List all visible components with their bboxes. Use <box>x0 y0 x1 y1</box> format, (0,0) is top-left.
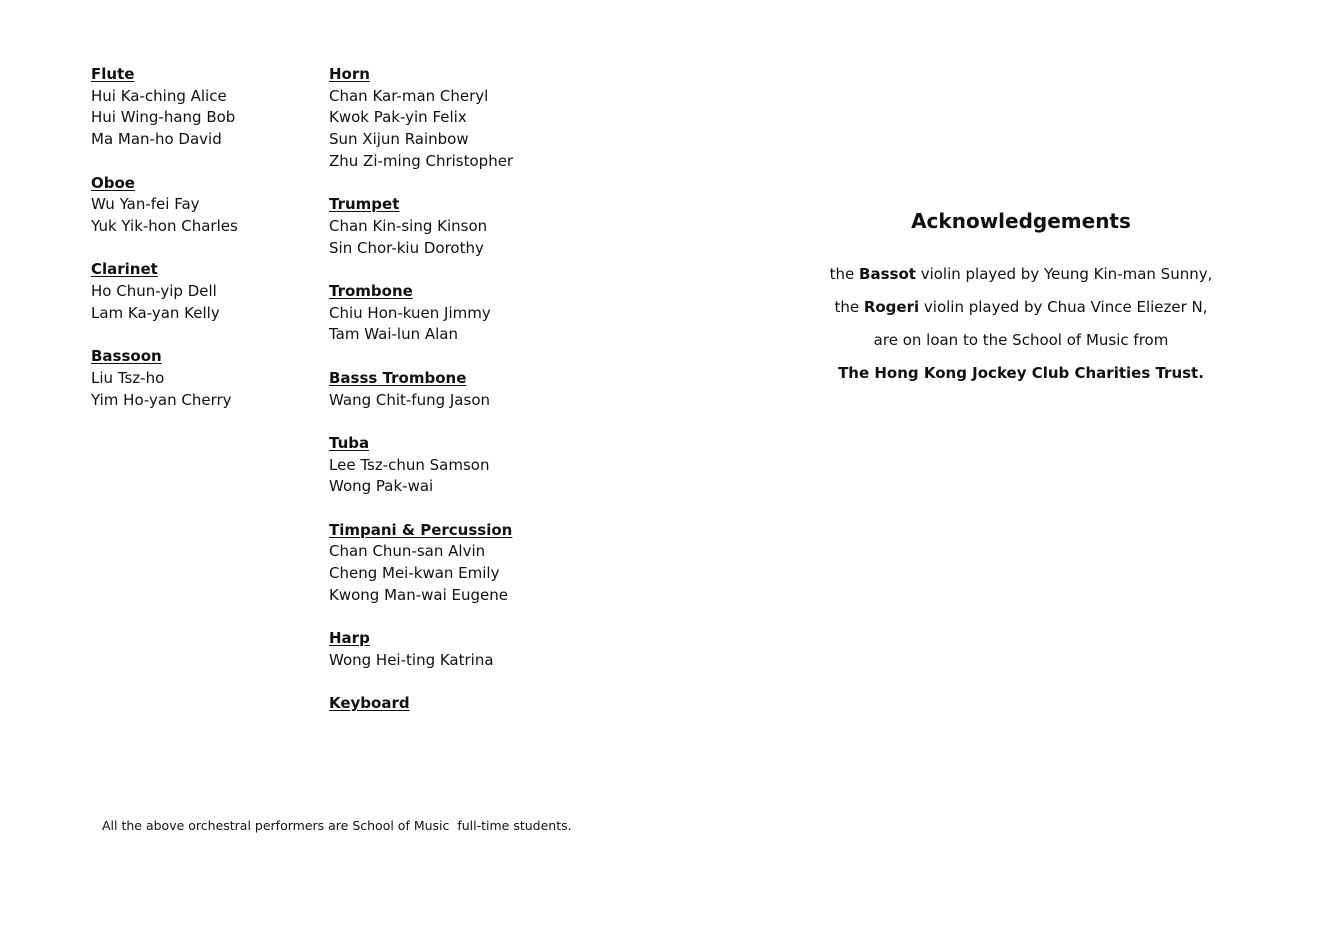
performer-list-middle <box>329 64 589 737</box>
section-title: Flute <box>91 65 135 83</box>
performer-name: Lee Tsz-chun Samson <box>329 455 490 474</box>
acknowledgement-line-rogeri: the Rogeri violin played by Chua Vince Eliezer N, <box>834 298 1208 316</box>
performer-name: Yuk Yik-hon Charles <box>91 216 238 235</box>
performer-name: Liu Tsz-ho <box>91 368 165 387</box>
section-clarinet <box>91 259 311 324</box>
section-title: Keyboard <box>329 694 410 713</box>
performer-name: Chiu Hon-kuen Jimmy <box>329 303 491 322</box>
section-title: Timpani & Percussion <box>329 520 513 539</box>
section-title: Harp <box>329 629 370 648</box>
section-oboe <box>91 173 311 238</box>
section-title: Trombone <box>329 282 413 300</box>
section-title: Oboe <box>91 173 135 192</box>
performer-name: Chan Kar-man Cheryl <box>329 86 489 105</box>
section-keyboard <box>329 693 589 715</box>
performer-name: Cheng Mei-kwan Emily <box>329 564 500 583</box>
section-bassoon <box>91 346 311 411</box>
section-title: Clarinet <box>91 260 158 279</box>
section-title: Basss Trombone <box>329 368 467 387</box>
section-harp <box>329 628 589 671</box>
section-tuba <box>329 433 589 498</box>
acknowledgements-block <box>820 206 1222 390</box>
performer-name: Wang Chit-fung Jason <box>329 390 491 409</box>
section-title: Bassoon <box>91 347 162 366</box>
performer-name: Yim Ho-yan Cherry <box>91 390 232 409</box>
acknowledgements-title: Acknowledgements <box>911 209 1131 233</box>
section-trumpet <box>329 194 589 259</box>
performer-name: Wong Pak-wai <box>329 477 434 496</box>
acknowledgement-line-loan: are on loan to the School of Music from <box>873 331 1169 349</box>
performer-name: Kwong Man-wai Eugene <box>329 585 508 604</box>
section-title: Horn <box>329 65 370 83</box>
section-trombone <box>329 281 589 346</box>
acknowledgement-line-bassot: the Bassot violin played by Yeung Kin-man Sunny, <box>829 265 1213 283</box>
acknowledgement-trust-name: The Hong Kong Jockey Club Charities Trust. <box>838 364 1204 382</box>
performer-name: Ho Chun-yip Dell <box>91 282 217 300</box>
performer-name: Sin Chor-kiu Dorothy <box>329 238 484 257</box>
performer-list-left <box>91 64 311 433</box>
performer-name: Wu Yan-fei Fay <box>91 195 200 214</box>
instrument-name-bassot: Bassot <box>859 265 916 283</box>
performer-name: Lam Ka-yan Kelly <box>91 303 220 322</box>
performer-name: Sun Xijun Rainbow <box>329 130 469 149</box>
footnote: All the above orchestral performers are School of Music full-time students. <box>102 818 572 833</box>
section-basss-trombone <box>329 368 589 411</box>
section-horn <box>329 64 589 173</box>
performer-name: Wong Hei-ting Katrina <box>329 650 494 669</box>
performer-name: Zhu Zi-ming Christopher <box>329 151 514 170</box>
section-title: Tuba <box>329 433 370 452</box>
section-timpani-and-percussion <box>329 520 589 607</box>
performer-name: Ma Man-ho David <box>91 130 222 149</box>
performer-name: Chan Chun-san Alvin <box>329 542 486 561</box>
performer-name: Chan Kin-sing Kinson <box>329 216 488 235</box>
performer-name: Hui Ka-ching Alice <box>91 86 227 105</box>
instrument-name-rogeri: Rogeri <box>863 298 920 316</box>
performer-name: Hui Wing-hang Bob <box>91 108 236 127</box>
section-title: Trumpet <box>329 195 400 214</box>
performer-name: Tam Wai-lun Alan <box>329 325 458 344</box>
section-flute <box>91 64 311 151</box>
performer-name: Kwok Pak-yin Felix <box>329 108 467 127</box>
